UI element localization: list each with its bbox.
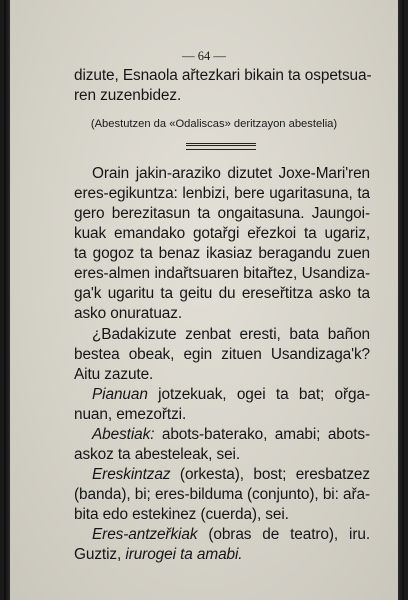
text-line: Eres-antzeřkiak (obras de teatro), iru. <box>92 526 370 543</box>
paragraph-songs <box>74 425 370 465</box>
page-right-shadow <box>398 0 404 600</box>
term-italic: Eres-antzeřkiak <box>92 526 198 543</box>
term-italic: Abestiak: <box>92 426 155 443</box>
paragraph-theatre <box>74 525 370 565</box>
text-line: eres-almen indařtsuaren bitařtez, Usandiza- <box>74 265 370 282</box>
paragraph-question <box>74 325 370 385</box>
text-line: bestea obeak, egin zituen Usandizaga'k? <box>74 346 370 363</box>
text-line: Abestiak: abots-baterako, amabi; abots- <box>92 426 370 443</box>
text-line: bita edo estekinez (cuerda), sei. <box>74 506 289 523</box>
text-line: dizute, Esnaola ařtezkari bikain ta ospetsua- <box>74 67 372 84</box>
song-caption: (Abestutzen da «Odaliscas» deritzayon abestelia) <box>90 118 338 130</box>
paragraph-piano <box>74 385 370 425</box>
text-line: asko onuratuaz. <box>74 305 183 322</box>
text-line: ren zuzenbidez. <box>74 87 182 104</box>
paragraph-works-intro <box>74 164 370 324</box>
section-divider <box>186 143 256 150</box>
term-italic: Ereskintzaz <box>92 466 171 483</box>
text-line: kuak emandako gotařgi eřezkoi ta ugariz, <box>74 225 370 242</box>
text-line: askoz ta abesteleak, sei. <box>74 446 241 463</box>
text-line: ta gogoz ta benaz ikasiaz beragandu zuen <box>74 245 370 262</box>
text-line: ga'k ugaritu ta geitu du ereseřtitza asko ta <box>74 285 370 302</box>
text-line: Orain jakin-araziko dizutet Joxe-Mari'ren <box>92 165 370 182</box>
page-number: — 64 — <box>182 49 226 63</box>
text-line: eres-egikuntza: lenbizi, bere ugaritasuna, ta <box>74 185 370 202</box>
text-line: Pianuan jotzekuak, ogei ta bat; ořga- <box>92 386 370 403</box>
text-line: Ereskintzaz (orkesta), bost; eresbatzez <box>92 466 370 483</box>
total-italic: irurogei ta amabi. <box>125 546 243 563</box>
text-line: Guztiz, irurogei ta amabi. <box>74 546 243 563</box>
text-line: (banda), bi; eres-bilduma (conjunto), bi: ařa- <box>74 486 370 503</box>
intro-paragraph <box>74 66 370 106</box>
text-line: Aitu zazute. <box>74 366 154 383</box>
text-line: gero berezitasun ta ongaitasuna. Jaungoi- <box>74 205 370 222</box>
paragraph-orchestra <box>74 465 370 525</box>
text-line: nuan, emezořtzi. <box>74 406 187 423</box>
page-left-shadow <box>4 0 10 600</box>
term-italic: Pianuan <box>92 386 148 403</box>
text-line: ¿Badakizute zenbat eresti, bata bañon <box>92 326 370 343</box>
